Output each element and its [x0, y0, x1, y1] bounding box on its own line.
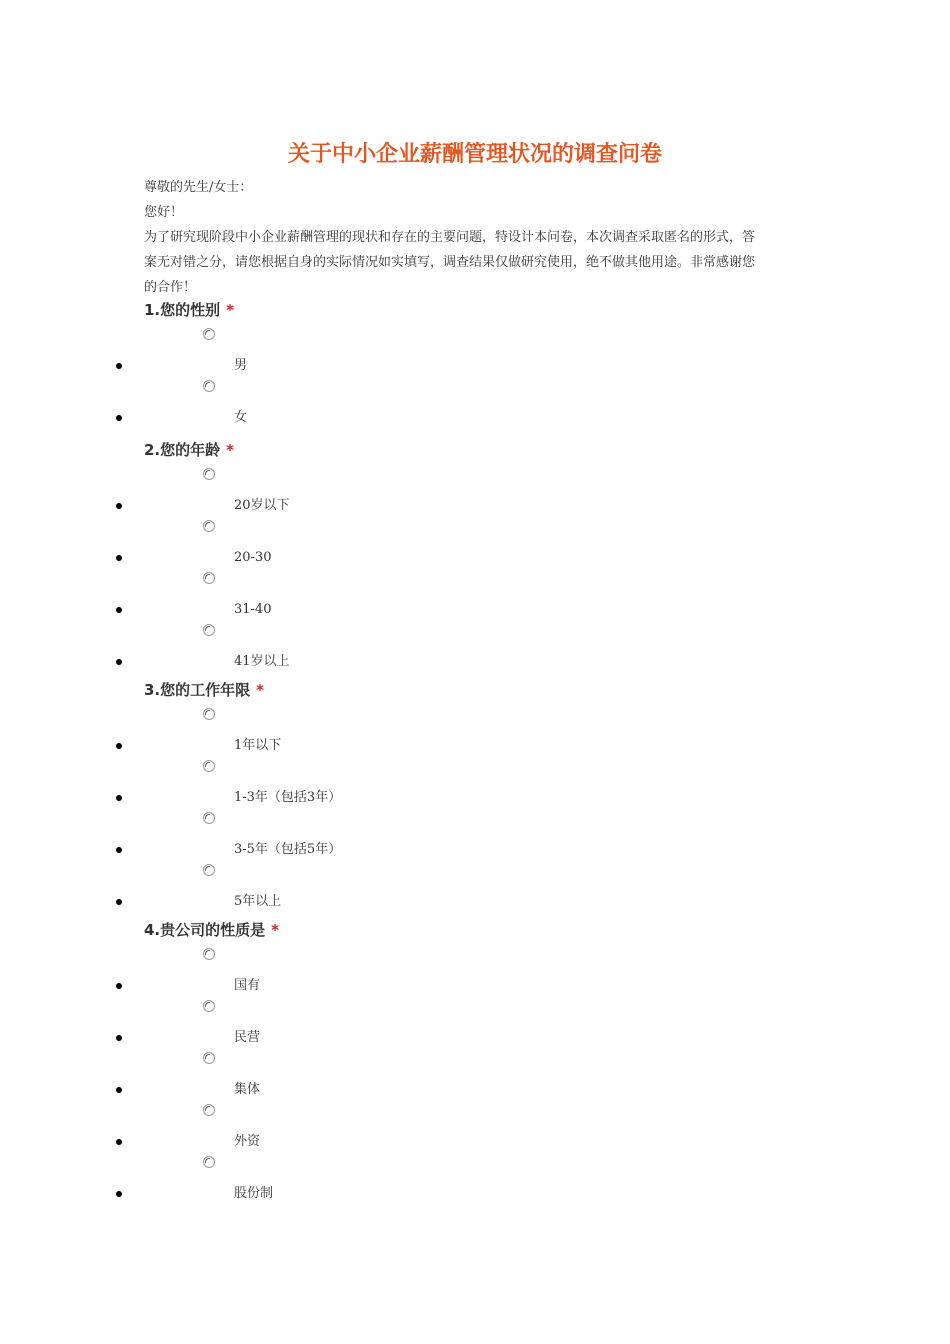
option-label[interactable]: 女: [234, 410, 248, 425]
option-item[interactable]: [0, 1099, 950, 1151]
option-item[interactable]: [0, 1047, 950, 1099]
question-title: [144, 677, 950, 703]
salutation: 尊敬的先生/女士：: [144, 180, 253, 195]
intro-line-2: 案无对错之分，请您根据自身的实际情况如实填写，调查结果仅做研究使用，绝不做其他用途。非常感谢您: [144, 255, 756, 270]
option-list: [0, 703, 950, 911]
greeting: 您好！: [144, 205, 184, 220]
required-mark: *: [226, 441, 234, 459]
option-item[interactable]: [0, 859, 950, 911]
question-company-type: [0, 917, 950, 1203]
question-title: [144, 437, 950, 463]
option-label[interactable]: 民营: [234, 1030, 261, 1045]
option-label[interactable]: 31-40: [234, 602, 272, 617]
option-label[interactable]: 1-3年（包括3年）: [234, 790, 342, 805]
required-mark: *: [271, 921, 279, 939]
option-label[interactable]: 外资: [234, 1134, 261, 1149]
option-item[interactable]: [0, 943, 950, 995]
bullet-icon: [116, 847, 122, 853]
option-label[interactable]: 集体: [234, 1082, 261, 1097]
bullet-icon: [116, 983, 122, 989]
required-mark: *: [226, 301, 234, 319]
option-label[interactable]: 男: [234, 358, 248, 373]
bullet-icon: [116, 555, 122, 561]
intro-line-1: 为了研究现阶段中小企业薪酬管理的现状和存在的主要问题，特设计本问卷，本次调查采取匿名的形式，答: [144, 230, 756, 245]
bullet-icon: [116, 795, 122, 801]
page-title: 关于中小企业薪酬管理状况的调查问卷: [287, 142, 662, 167]
radio-button[interactable]: [203, 1156, 215, 1168]
bullet-icon: [116, 363, 122, 369]
option-list: [0, 323, 950, 427]
question-title-text: 4.贵公司的性质是: [144, 921, 266, 939]
radio-button[interactable]: [203, 948, 215, 960]
bullet-icon: [116, 1087, 122, 1093]
bullet-icon: [116, 415, 122, 421]
required-mark: *: [256, 681, 264, 699]
radio-button[interactable]: [203, 520, 215, 532]
option-label[interactable]: 国有: [234, 978, 261, 993]
option-item[interactable]: [0, 567, 950, 619]
bullet-icon: [116, 659, 122, 665]
radio-button[interactable]: [203, 380, 215, 392]
option-item[interactable]: [0, 755, 950, 807]
option-item[interactable]: [0, 807, 950, 859]
radio-button[interactable]: [203, 812, 215, 824]
radio-button[interactable]: [203, 1104, 215, 1116]
option-item[interactable]: [0, 703, 950, 755]
question-title-text: 3.您的工作年限: [144, 681, 251, 699]
bullet-icon: [116, 1191, 122, 1197]
radio-button[interactable]: [203, 1052, 215, 1064]
radio-button[interactable]: [203, 864, 215, 876]
option-item[interactable]: [0, 1151, 950, 1203]
option-label[interactable]: 5年以上: [234, 894, 282, 909]
option-label[interactable]: 3-5年（包括5年）: [234, 842, 342, 857]
bullet-icon: [116, 899, 122, 905]
question-title: [144, 297, 950, 323]
radio-button[interactable]: [203, 760, 215, 772]
radio-button[interactable]: [203, 468, 215, 480]
question-age: [0, 437, 950, 671]
option-label[interactable]: 股份制: [234, 1186, 274, 1201]
intro-line-3: 的合作！: [144, 280, 197, 295]
question-work-years: [0, 677, 950, 911]
option-label[interactable]: 1年以下: [234, 738, 282, 753]
radio-button[interactable]: [203, 328, 215, 340]
option-item[interactable]: [0, 619, 950, 671]
bullet-icon: [116, 503, 122, 509]
bullet-icon: [116, 743, 122, 749]
radio-button[interactable]: [203, 624, 215, 636]
option-list: [0, 463, 950, 671]
question-title: [144, 917, 950, 943]
question-title-text: 2.您的年龄: [144, 441, 221, 459]
option-label[interactable]: 41岁以上: [234, 654, 290, 669]
radio-button[interactable]: [203, 1000, 215, 1012]
intro-text: [144, 175, 812, 300]
question-list: [0, 297, 950, 1203]
spacer: [0, 427, 950, 437]
question-title-text: 1.您的性别: [144, 301, 221, 319]
option-item[interactable]: [0, 323, 950, 375]
option-item[interactable]: [0, 375, 950, 427]
bullet-icon: [116, 1035, 122, 1041]
bullet-icon: [116, 1139, 122, 1145]
option-label[interactable]: 20岁以下: [234, 498, 290, 513]
option-list: [0, 943, 950, 1203]
option-item[interactable]: [0, 995, 950, 1047]
question-gender: [0, 297, 950, 427]
option-item[interactable]: [0, 463, 950, 515]
option-item[interactable]: [0, 515, 950, 567]
radio-button[interactable]: [203, 708, 215, 720]
option-label[interactable]: 20-30: [234, 550, 272, 565]
bullet-icon: [116, 607, 122, 613]
radio-button[interactable]: [203, 572, 215, 584]
